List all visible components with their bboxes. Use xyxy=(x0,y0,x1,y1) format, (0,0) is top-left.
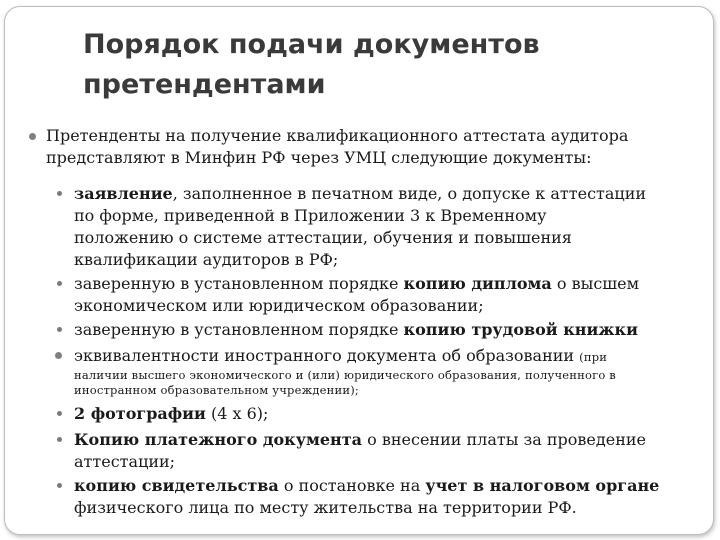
item-note: наличии высшего экономического и (или) юридического образования, полученного в xyxy=(74,368,616,382)
item-text: (4 х 6); xyxy=(205,404,269,423)
bullet-dot-icon xyxy=(57,483,62,488)
item-bold: заявление xyxy=(74,184,173,203)
item-line: физического лица по месту жительства на территории РФ. xyxy=(74,498,577,517)
item-bold: Копию платежного документа xyxy=(74,430,363,449)
item-text: , заполненное в печатном виде, о допуске к аттестации xyxy=(172,184,647,203)
bullet-dot-icon xyxy=(57,327,62,332)
item-line: квалификации аудиторов в РФ; xyxy=(74,250,339,269)
bullet-dot-icon xyxy=(57,437,62,442)
item-bold: копию диплома xyxy=(403,274,552,293)
bullet-dot-icon xyxy=(29,133,36,140)
item-bold: 2 фотографии xyxy=(74,404,206,423)
item-bold: учет в налоговом органе xyxy=(425,476,660,495)
item-text: о высшем xyxy=(551,274,640,293)
bullet-dot-icon xyxy=(57,191,62,196)
intro-line-1: Претенденты на получение квалификационного аттестата аудитора xyxy=(46,126,629,145)
item-text: о постановке на xyxy=(278,476,426,495)
intro-line-2: представляют в Минфин РФ через УМЦ следующие документы: xyxy=(46,148,592,167)
item-text: заверенную в установленном порядке xyxy=(74,320,404,339)
title-line-1: Порядок подачи документов xyxy=(83,29,540,60)
title-line-2: претендентами xyxy=(83,69,326,100)
bullet-dot-icon xyxy=(57,411,62,416)
item-note: иностранном образовательном учреждении); xyxy=(74,383,359,397)
bullet-dot-icon xyxy=(55,352,62,359)
item-bold: копию трудовой книжки xyxy=(403,320,638,339)
item-note: (при xyxy=(579,350,608,364)
item-text: заверенную в установленном порядке xyxy=(74,274,404,293)
item-bold: копию свидетельства xyxy=(74,476,279,495)
item-line: экономическом или юридическом образовании; xyxy=(74,296,484,315)
item-text: эквивалентности иностранного документа об образовании xyxy=(74,346,580,365)
item-line: по форме, приведенной в Приложении 3 к Временному xyxy=(74,206,547,225)
bullet-dot-icon xyxy=(57,281,62,286)
item-line: аттестации; xyxy=(74,452,176,471)
page-title xyxy=(83,25,683,105)
item-text: о внесении платы за проведение xyxy=(362,430,647,449)
item-line: положению о системе аттестации, обучения и повышения xyxy=(74,228,572,247)
slide-frame xyxy=(4,6,714,535)
